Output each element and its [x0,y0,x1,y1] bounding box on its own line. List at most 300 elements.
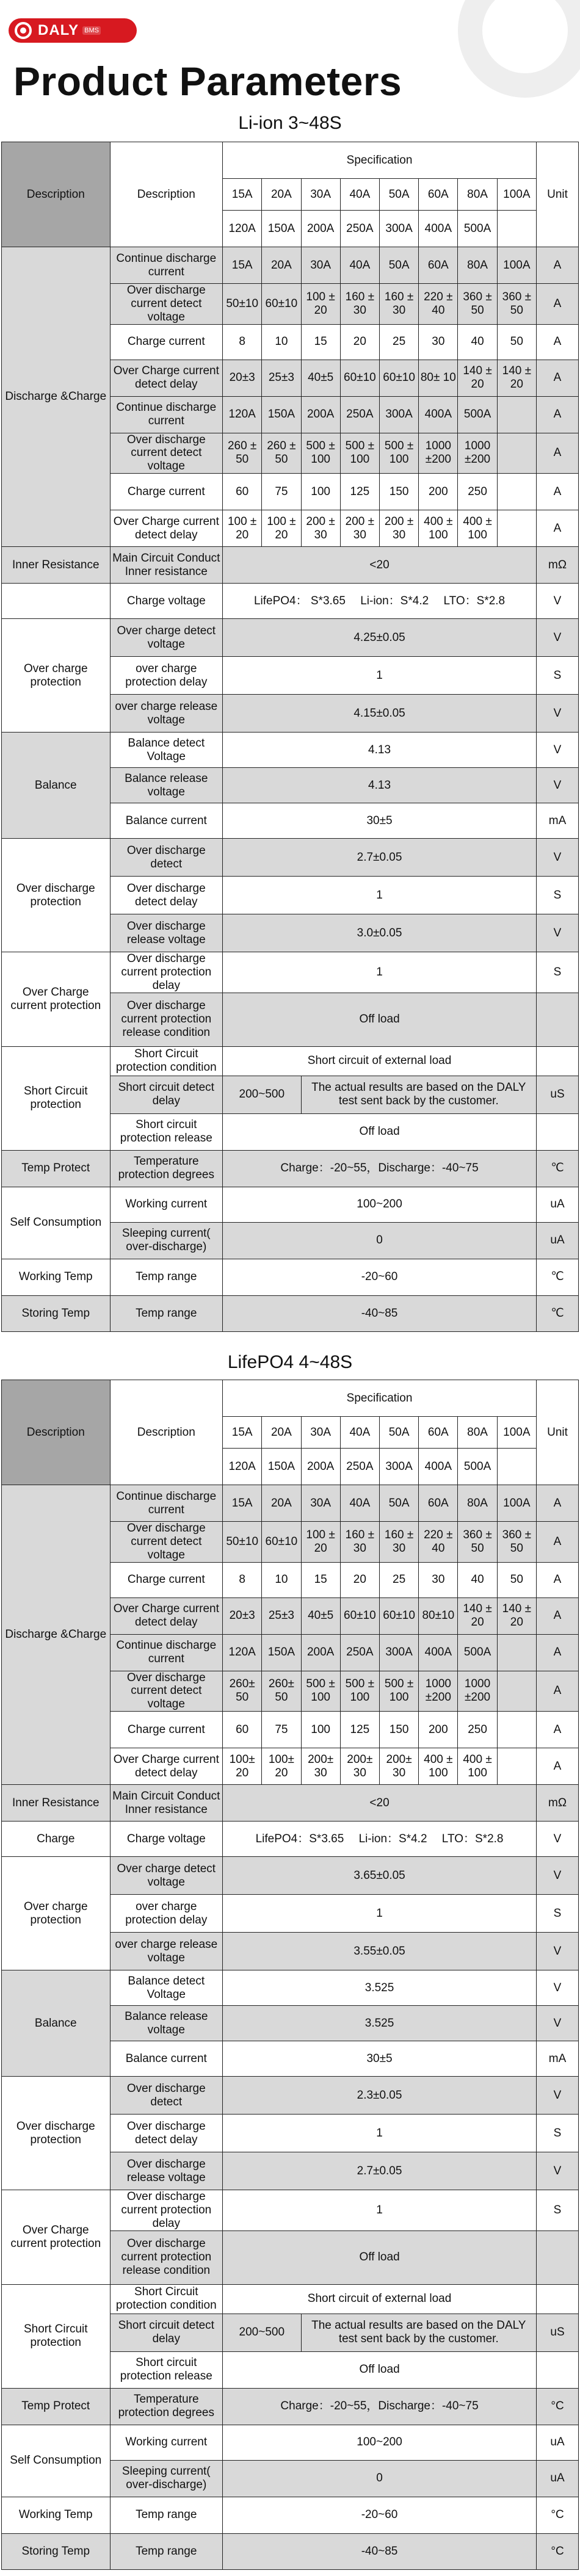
spec-value [497,1712,536,1748]
spec-value: -20~60 [223,1259,537,1295]
header-description-2: Description [110,142,223,247]
row-label: Main Circuit Conduct Inner resistance [110,547,223,584]
group-self-consumption: Self Consumption [2,2425,111,2497]
row-label: Over discharge current protection release condition [110,2230,223,2284]
spec-value: 1 [223,2190,537,2231]
unit-cell: S [537,1895,579,1933]
current-rating: 300A [379,1449,418,1485]
spec-value: 4.25±0.05 [223,619,537,657]
row-label: Charge voltage [110,584,223,619]
spec-value: 15A [223,247,262,284]
spec-value: 25±3 [262,360,301,396]
unit-cell [537,1113,579,1150]
spec-value: <20 [223,547,537,584]
unit-cell: A [537,1634,579,1671]
current-rating: 15A [223,1417,262,1449]
unit-cell: A [537,1597,579,1634]
table-row [2,619,579,657]
unit-cell: A [537,510,579,547]
unit-cell: V [537,2077,579,2115]
spec-value: 0 [223,1222,537,1259]
unit-cell: uS [537,2314,579,2351]
unit-cell: °C [537,2533,579,2569]
unit-cell: A [537,247,579,284]
spec-value: -20~60 [223,2497,537,2533]
unit-cell: S [537,2190,579,2231]
spec-value: 200A [301,396,340,433]
unit-cell: uA [537,2460,579,2497]
spec-value: 3.0±0.05 [223,914,537,952]
row-label: Over discharge current protection delay [110,2190,223,2231]
spec-value: 15 [301,324,340,360]
row-label: Over discharge current detect voltage [110,1522,223,1563]
spec-value: 80A [458,247,497,284]
spec-value: 200 ± 30 [301,510,340,547]
group-balance: Balance [2,1970,111,2077]
row-label: Charge current [110,324,223,360]
spec-value: 4.15±0.05 [223,695,537,733]
spec-value [497,396,536,433]
spec-value: 15A [223,1485,262,1522]
group-charge [2,584,111,619]
unit-cell [537,1046,579,1076]
spec-value: 1000 ±200 [419,1671,458,1712]
row-label: Short Circuit protection condition [110,1046,223,1076]
spec-value: 150A [262,1634,301,1671]
current-rating: 150A [262,1449,301,1485]
spec-value: 10 [262,324,301,360]
spec-value: 400 ± 100 [458,1748,497,1785]
table-row [2,1380,579,1417]
row-label: Temperature protection degrees [110,2388,223,2425]
daly-logo [9,18,137,43]
spec-value: 0 [223,2460,537,2497]
spec-value: 120A [223,1634,262,1671]
spec-value: 30 [419,1562,458,1597]
spec-value: 500 ± 100 [340,433,379,474]
spec-value: 260± 50 [262,1671,301,1712]
unit-cell: V [537,584,579,619]
unit-cell: A [537,396,579,433]
spec-value: 100 ± 20 [223,510,262,547]
spec-value: 30 [419,324,458,360]
spec-value: -40~85 [223,1295,537,1331]
unit-cell: ℃ [537,1259,579,1295]
unit-cell [537,2230,579,2284]
current-rating: 80A [458,179,497,211]
unit-cell: V [537,1857,579,1895]
spec-value: 400 ± 100 [419,510,458,547]
unit-cell: uS [537,1076,579,1113]
row-label: Short Circuit protection condition [110,2284,223,2314]
unit-cell: mΩ [537,547,579,584]
current-rating: 20A [262,1417,301,1449]
spec-value: 50±10 [223,1522,262,1563]
spec-value: 500 ± 100 [301,433,340,474]
spec-value: 8 [223,1562,262,1597]
group-working-temp: Working Temp [2,1259,111,1295]
table-row [2,247,579,284]
unit-cell: A [537,474,579,510]
spec-value: <20 [223,1785,537,1822]
group-balance: Balance [2,733,111,839]
row-label: Charge current [110,1712,223,1748]
spec-value: 200 ± 30 [379,510,418,547]
logo-text: DALY [38,22,79,38]
table-row [2,1150,579,1187]
spec-value: 260± 50 [223,1671,262,1712]
spec-value: 500 ± 100 [340,1671,379,1712]
current-rating: 100A [497,179,536,211]
spec-value: 60±10 [340,360,379,396]
spec-value: 200± 30 [379,1748,418,1785]
page-title: Product Parameters [13,59,402,104]
spec-value: 75 [262,474,301,510]
spec-value: 100 ± 20 [301,1522,340,1563]
spec-value: 1 [223,877,537,914]
row-label: Balance detect Voltage [110,733,223,768]
spec-value: Off load [223,2351,537,2388]
unit-cell: °C [537,2388,579,2425]
spec-value: 25±3 [262,1597,301,1634]
group-short-circuit: Short Circuit protection [2,2284,111,2388]
row-label: Over Charge current detect delay [110,510,223,547]
header-unit: Unit [537,142,579,247]
row-label: Over discharge detect delay [110,877,223,914]
spec-value: Charge：-20~55，Discharge：-40~75 [223,2388,537,2425]
unit-cell: ℃ [537,1150,579,1187]
spec-table [1,142,579,1332]
spec-range: 200~500 [223,2314,301,2351]
row-label: Short circuit protection release [110,1113,223,1150]
row-label: Over discharge current detect voltage [110,1671,223,1712]
spec-value: Off load [223,1113,537,1150]
unit-cell: mA [537,2041,579,2077]
row-label: Balance release voltage [110,768,223,803]
spec-value: 3.55±0.05 [223,1933,537,1970]
unit-cell: A [537,433,579,474]
spec-value: 60±10 [262,284,301,325]
spec-value: 140 ± 20 [458,360,497,396]
unit-cell: V [537,2006,579,2041]
spec-value: 20 [340,1562,379,1597]
row-label: Over discharge current detect voltage [110,284,223,325]
header-description-2: Description [110,1380,223,1485]
table-row [2,1857,579,1895]
group-storing-temp: Storing Temp [2,1295,111,1331]
spec-value: 500A [458,1634,497,1671]
group-discharge-charge: Discharge &Charge [2,1485,111,1785]
header-unit: Unit [537,1380,579,1485]
spec-value: 160 ± 30 [379,1522,418,1563]
unit-cell: V [537,1933,579,1970]
spec-value: 1 [223,952,537,993]
spec-value: 1000 ±200 [458,433,497,474]
current-rating: 300A [379,211,418,247]
spec-value: LifePO4： S*3.65 Li-ion：S*4.2 LTO：S*2.8 [223,584,537,619]
header-description: Description [2,1380,111,1485]
row-label: Over charge detect voltage [110,1857,223,1895]
spec-value: 100± 20 [262,1748,301,1785]
row-label: Over discharge current detect voltage [110,433,223,474]
spec-value: 15 [301,1562,340,1597]
decorative-ring-icon [458,0,580,98]
table-row [2,142,579,179]
row-label: Charge current [110,474,223,510]
current-rating: 150A [262,211,301,247]
unit-cell: S [537,2115,579,2152]
row-label: Balance release voltage [110,2006,223,2041]
spec-value: 30±5 [223,803,537,839]
header-specification: Specification [223,142,537,179]
row-label: Continue discharge current [110,1634,223,1671]
row-label: Over charge detect voltage [110,619,223,657]
unit-cell: ℃ [537,1295,579,1331]
table-row [2,952,579,993]
row-label: Sleeping current( over-discharge) [110,1222,223,1259]
row-label: Short circuit detect delay [110,2314,223,2351]
spec-value: 200 ± 30 [340,510,379,547]
spec-value: 60 [223,1712,262,1748]
spec-value: 60±10 [340,1597,379,1634]
spec-range: 200~500 [223,1076,301,1113]
spec-value: 20A [262,1485,301,1522]
spec-value: Short circuit of external load [223,1046,537,1076]
spec-value: 100 ± 20 [301,284,340,325]
row-label: Over discharge release voltage [110,914,223,952]
spec-value: 250 [458,1712,497,1748]
current-rating: 400A [419,211,458,247]
spec-value: 360 ± 50 [497,1522,536,1563]
unit-cell: uA [537,1222,579,1259]
spec-value: 360 ± 50 [458,284,497,325]
current-rating: 200A [301,211,340,247]
spec-value: 80A [458,1485,497,1522]
spec-value: 50 [497,1562,536,1597]
spec-value: The actual results are based on the DALY test sent back by the customer. [301,1076,537,1113]
top-bar [0,0,580,56]
spec-value: 100A [497,1485,536,1522]
table-row [2,2190,579,2231]
row-label: Sleeping current( over-discharge) [110,2460,223,2497]
row-label: over charge release voltage [110,695,223,733]
row-label: Temp range [110,2497,223,2533]
group-storing-temp: Storing Temp [2,2533,111,2569]
spec-value: 50 [497,324,536,360]
table-row [2,2388,579,2425]
spec-value: 300A [379,396,418,433]
spec-value: 20A [262,247,301,284]
spec-value: 3.525 [223,2006,537,2041]
row-label: Charge current [110,1562,223,1597]
current-rating: 60A [419,179,458,211]
table-row [2,1970,579,2006]
row-label: over charge protection delay [110,657,223,695]
spec-value: 100 [301,1712,340,1748]
spec-value: 25 [379,1562,418,1597]
spec-value: LifePO4：S*3.65 Li-ion：S*4.2 LTO：S*2.8 [223,1822,537,1857]
table-row [2,1259,579,1295]
spec-value: 20±3 [223,1597,262,1634]
table-row [2,1485,579,1522]
spec-value: 250A [340,1634,379,1671]
spec-table [1,1380,579,2570]
header-description: Description [2,142,111,247]
spec-value: 150 [379,474,418,510]
unit-cell: A [537,1671,579,1712]
row-label: Over Charge current detect delay [110,360,223,396]
spec-value: 160 ± 30 [340,1522,379,1563]
spec-value: 1 [223,2115,537,2152]
spec-value: 8 [223,324,262,360]
spec-value: 40A [340,247,379,284]
group-inner-resistance: Inner Resistance [2,547,111,584]
spec-value: 60 [223,474,262,510]
spec-value: 3.65±0.05 [223,1857,537,1895]
spec-value [497,510,536,547]
spec-value: 1000 ±200 [458,1671,497,1712]
spec-value: Short circuit of external load [223,2284,537,2314]
row-label: Working current [110,1187,223,1222]
spec-value: 200A [301,1634,340,1671]
table-row [2,2425,579,2460]
current-rating: 50A [379,179,418,211]
table-row [2,1187,579,1222]
row-label: Charge voltage [110,1822,223,1857]
spec-value: 60A [419,1485,458,1522]
spec-value: 20±3 [223,360,262,396]
current-rating: 60A [419,1417,458,1449]
section-title-liion: Li-ion 3~48S [238,113,342,133]
spec-value: 100A [497,247,536,284]
spec-value [497,1634,536,1671]
spec-value: 20 [340,324,379,360]
unit-cell: mA [537,803,579,839]
table-row [2,1295,579,1331]
row-label: Continue discharge current [110,396,223,433]
row-label: Over discharge detect delay [110,2115,223,2152]
unit-cell: uA [537,1187,579,1222]
unit-cell [537,993,579,1046]
current-rating: 400A [419,1449,458,1485]
spec-value: 30A [301,1485,340,1522]
spec-value: 10 [262,1562,301,1597]
row-label: Over discharge current protection release condition [110,993,223,1046]
spec-value: 140 ± 20 [497,1597,536,1634]
row-label: Short circuit detect delay [110,1076,223,1113]
row-label: Temp range [110,1295,223,1331]
spec-value: Off load [223,2230,537,2284]
unit-cell: uA [537,2425,579,2460]
group-short-circuit: Short Circuit protection [2,1046,111,1150]
row-label: over charge protection delay [110,1895,223,1933]
table-row [2,733,579,768]
current-rating: 30A [301,1417,340,1449]
spec-value: 4.13 [223,768,537,803]
row-label: over charge release voltage [110,1933,223,1970]
spec-value: 140 ± 20 [458,1597,497,1634]
group-over-charge-current: Over Charge current protection [2,952,111,1047]
unit-cell: A [537,1522,579,1563]
spec-value [497,433,536,474]
spec-value: 75 [262,1712,301,1748]
spec-value: Charge：-20~55，Discharge：-40~75 [223,1150,537,1187]
spec-value: 1 [223,657,537,695]
spec-value: 40±5 [301,360,340,396]
unit-cell: V [537,1970,579,2006]
spec-value: 1000 ±200 [419,433,458,474]
spec-value: 25 [379,324,418,360]
spec-value: 2.7±0.05 [223,2152,537,2190]
table-row [2,2284,579,2314]
spec-value: 360 ± 50 [497,284,536,325]
row-label: Working current [110,2425,223,2460]
unit-cell: A [537,1712,579,1748]
row-label: Balance detect Voltage [110,1970,223,2006]
table-row [2,2497,579,2533]
current-rating [497,1449,536,1485]
spec-value: 400A [419,396,458,433]
unit-cell: S [537,877,579,914]
row-label: Balance current [110,803,223,839]
unit-cell: mΩ [537,1785,579,1822]
spec-value: 360 ± 50 [458,1522,497,1563]
spec-value: 220 ± 40 [419,284,458,325]
current-rating: 15A [223,179,262,211]
spec-value: 40A [340,1485,379,1522]
spec-value: 260 ± 50 [262,433,301,474]
unit-cell: A [537,1485,579,1522]
spec-value: 50A [379,247,418,284]
spec-value: 60±10 [379,360,418,396]
row-label: Over discharge detect [110,839,223,877]
spec-value: 200± 30 [301,1748,340,1785]
spec-value [497,474,536,510]
group-over-discharge: Over discharge protection [2,2077,111,2190]
header-specification: Specification [223,1380,537,1417]
current-rating: 40A [340,179,379,211]
unit-cell: V [537,768,579,803]
spec-value: 3.525 [223,1970,537,2006]
row-label: Balance current [110,2041,223,2077]
unit-cell: A [537,284,579,325]
spec-value: 250 [458,474,497,510]
spec-value: 30±5 [223,2041,537,2077]
unit-cell [537,2284,579,2314]
spec-value: 500 ± 100 [379,1671,418,1712]
spec-value: 4.13 [223,733,537,768]
table-row [2,839,579,877]
current-rating: 500A [458,1449,497,1485]
table-row [2,1785,579,1822]
spec-value: 400A [419,1634,458,1671]
spec-value: 250A [340,396,379,433]
row-label: Temperature protection degrees [110,1150,223,1187]
unit-cell: S [537,952,579,993]
group-over-discharge: Over discharge protection [2,839,111,952]
spec-value: 30A [301,247,340,284]
spec-value [497,1671,536,1712]
spec-value: 120A [223,396,262,433]
spec-value: 150 [379,1712,418,1748]
current-rating: 120A [223,1449,262,1485]
spec-value: 100 [301,474,340,510]
unit-cell: A [537,1562,579,1597]
table-row [2,2533,579,2569]
spec-value: 220 ± 40 [419,1522,458,1563]
spec-value: 60±10 [262,1522,301,1563]
group-over-charge: Over charge protection [2,619,111,733]
